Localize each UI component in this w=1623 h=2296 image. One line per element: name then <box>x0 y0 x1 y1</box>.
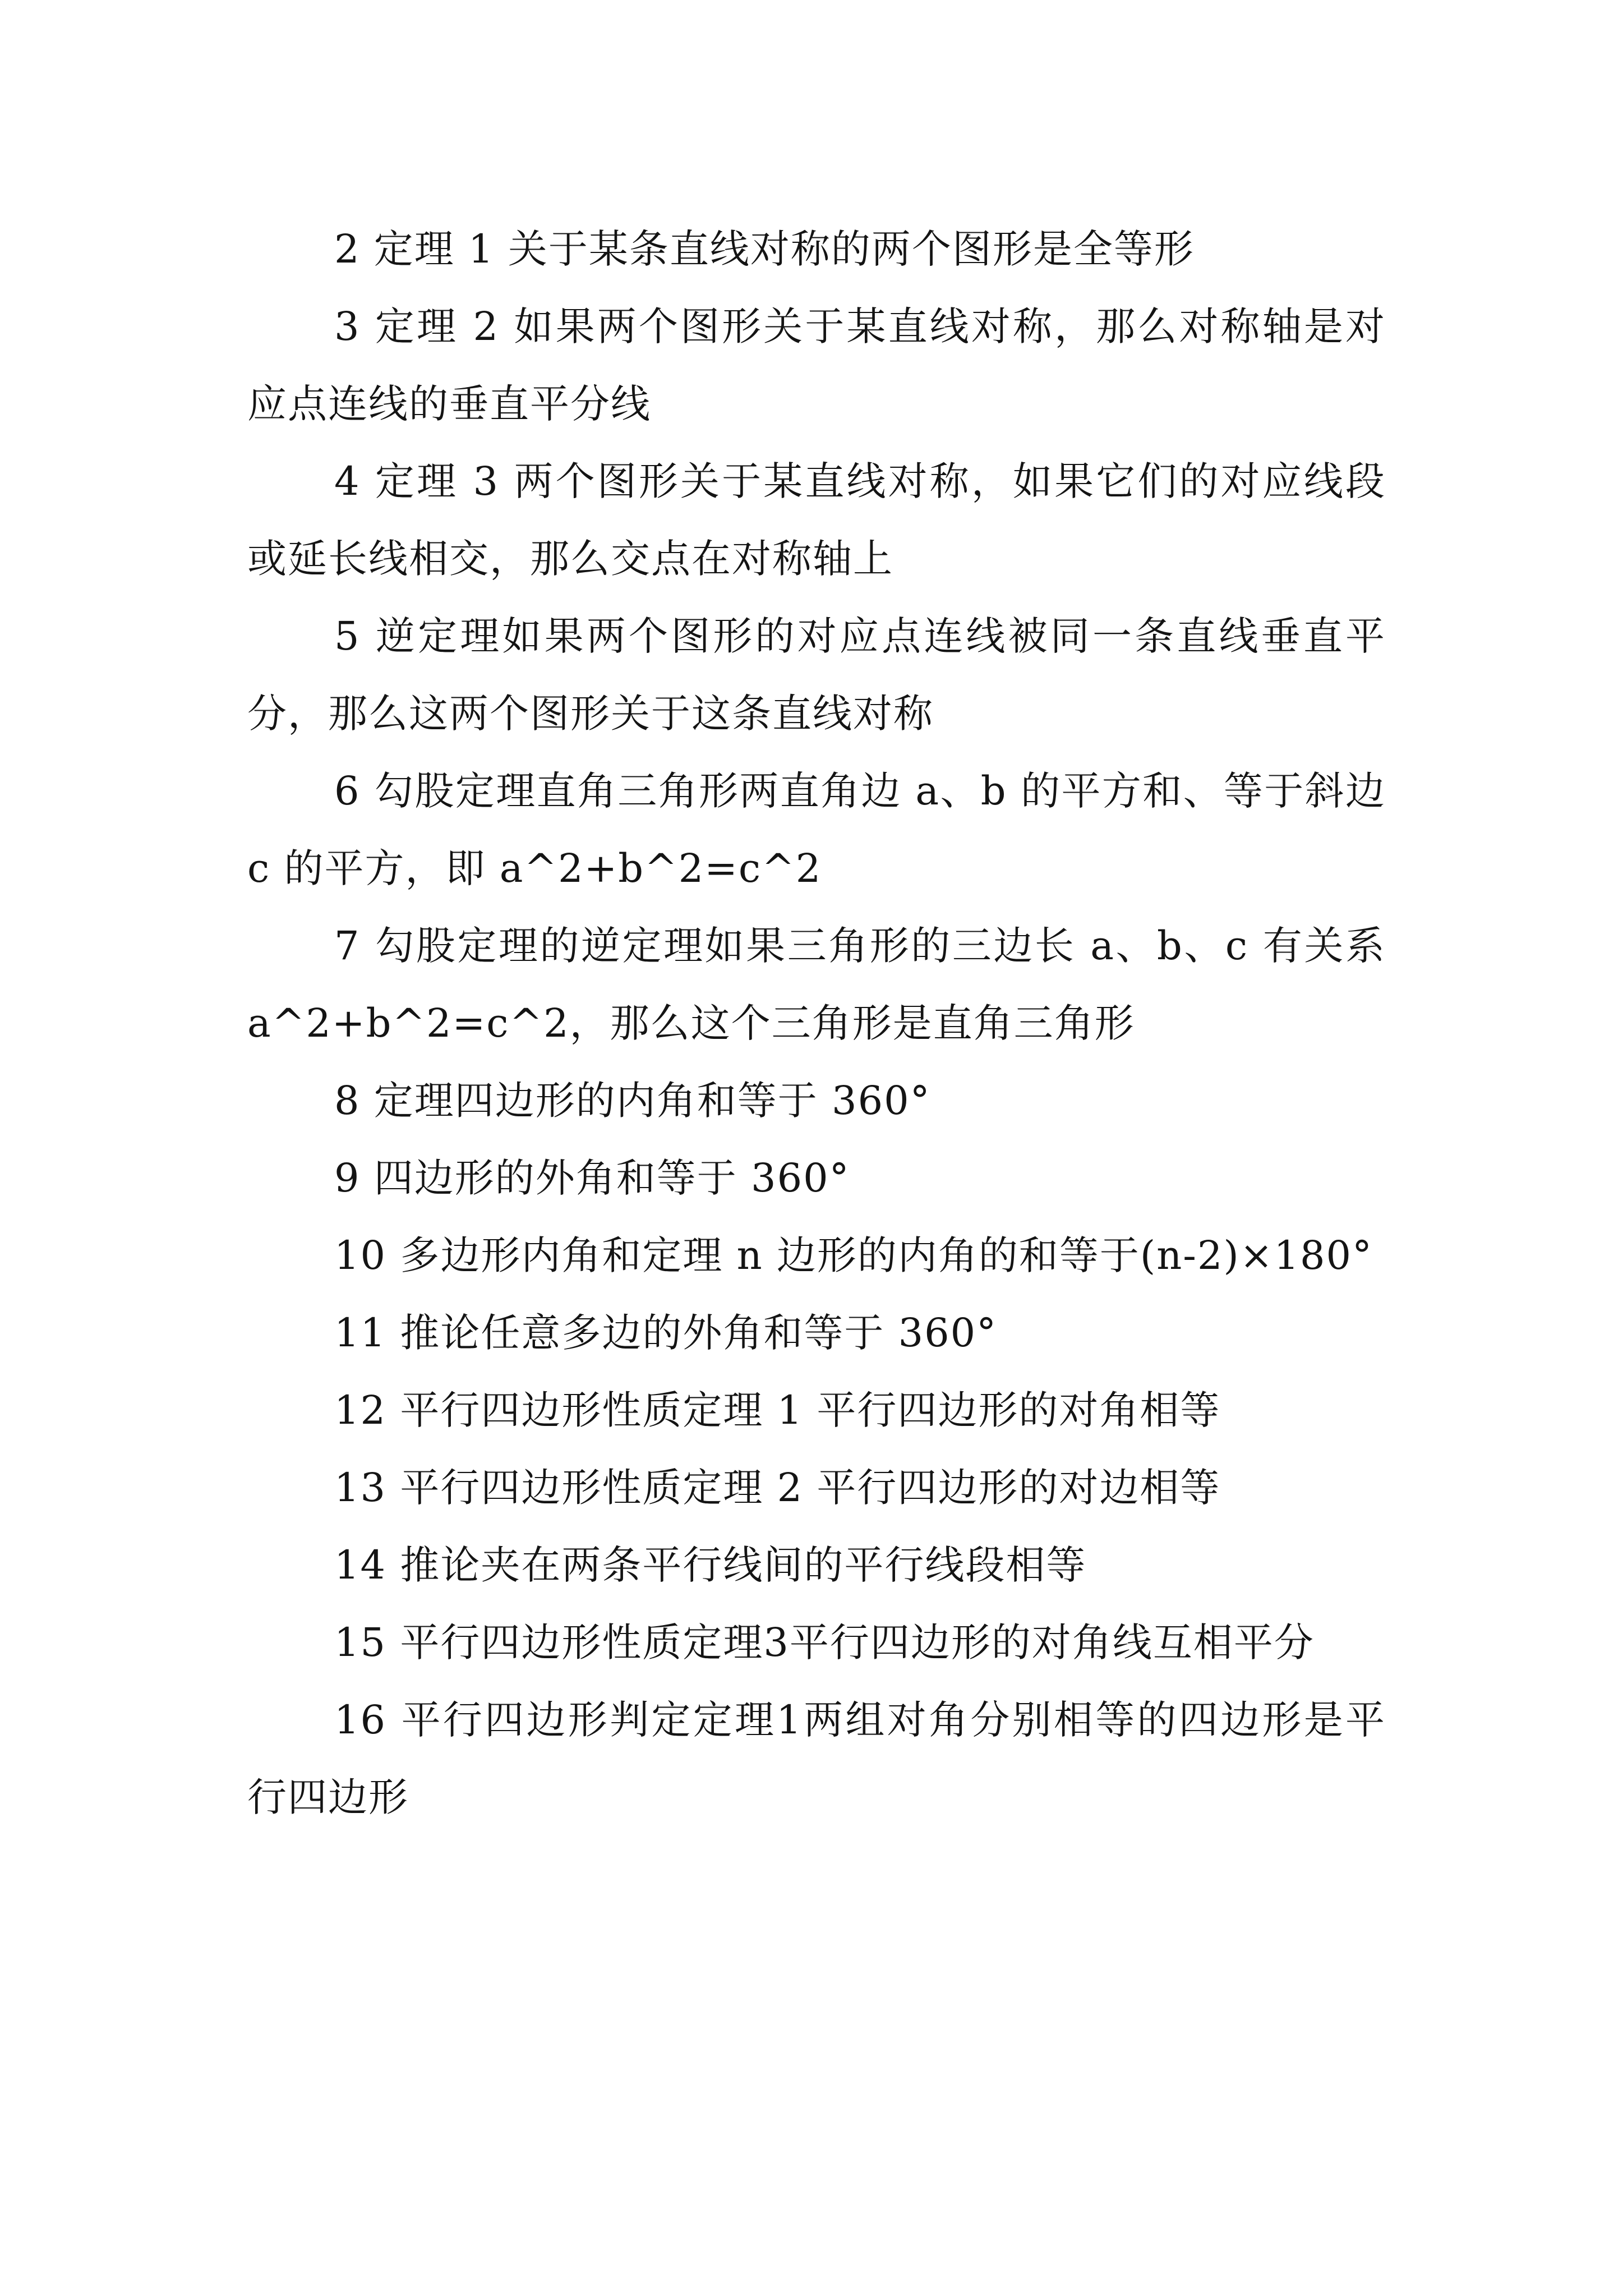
paragraph-8: 8 定理四边形的内角和等于 360° <box>334 1078 931 1124</box>
paragraph-7: 7 勾股定理的逆定理如果三角形的三边长 a、b、c 有关系 a^2+b^2=c^2，那么这个三角形是直角三角形 <box>247 923 1386 1046</box>
document-body <box>247 210 1386 1836</box>
paragraph-13: 13 平行四边形性质定理 2 平行四边形的对边相等 <box>334 1465 1221 1511</box>
paragraph-6: 6 勾股定理直角三角形两直角边 a、b 的平方和、等于斜边 c 的平方，即 a^2+b^2=c^2 <box>247 768 1386 891</box>
paragraph-9: 9 四边形的外角和等于 360° <box>334 1155 850 1201</box>
paragraph-14: 14 推论夹在两条平行线间的平行线段相等 <box>334 1542 1087 1588</box>
paragraph-3: 3 定理 2 如果两个图形关于某直线对称，那么对称轴是对应点连线的垂直平分线 <box>247 303 1386 427</box>
paragraph-4: 4 定理 3 两个图形关于某直线对称，如果它们的对应线段或延长线相交，那么交点在对称轴上 <box>247 458 1386 582</box>
paragraph-15: 15 平行四边形性质定理3平行四边形的对角线互相平分 <box>334 1619 1315 1665</box>
paragraph-16: 16 平行四边形判定定理1两组对角分别相等的四边形是平行四边形 <box>247 1697 1386 1820</box>
paragraph-11: 11 推论任意多边的外角和等于 360° <box>334 1310 998 1356</box>
paragraph-5: 5 逆定理如果两个图形的对应点连线被同一条直线垂直平分，那么这两个图形关于这条直线对称 <box>247 613 1386 737</box>
paragraph-2: 2 定理 1 关于某条直线对称的两个图形是全等形 <box>334 226 1195 272</box>
paragraph-12: 12 平行四边形性质定理 1 平行四边形的对角相等 <box>334 1387 1221 1433</box>
paragraph-10: 10 多边形内角和定理 n 边形的内角的和等于(n-2)×180° <box>334 1232 1373 1278</box>
